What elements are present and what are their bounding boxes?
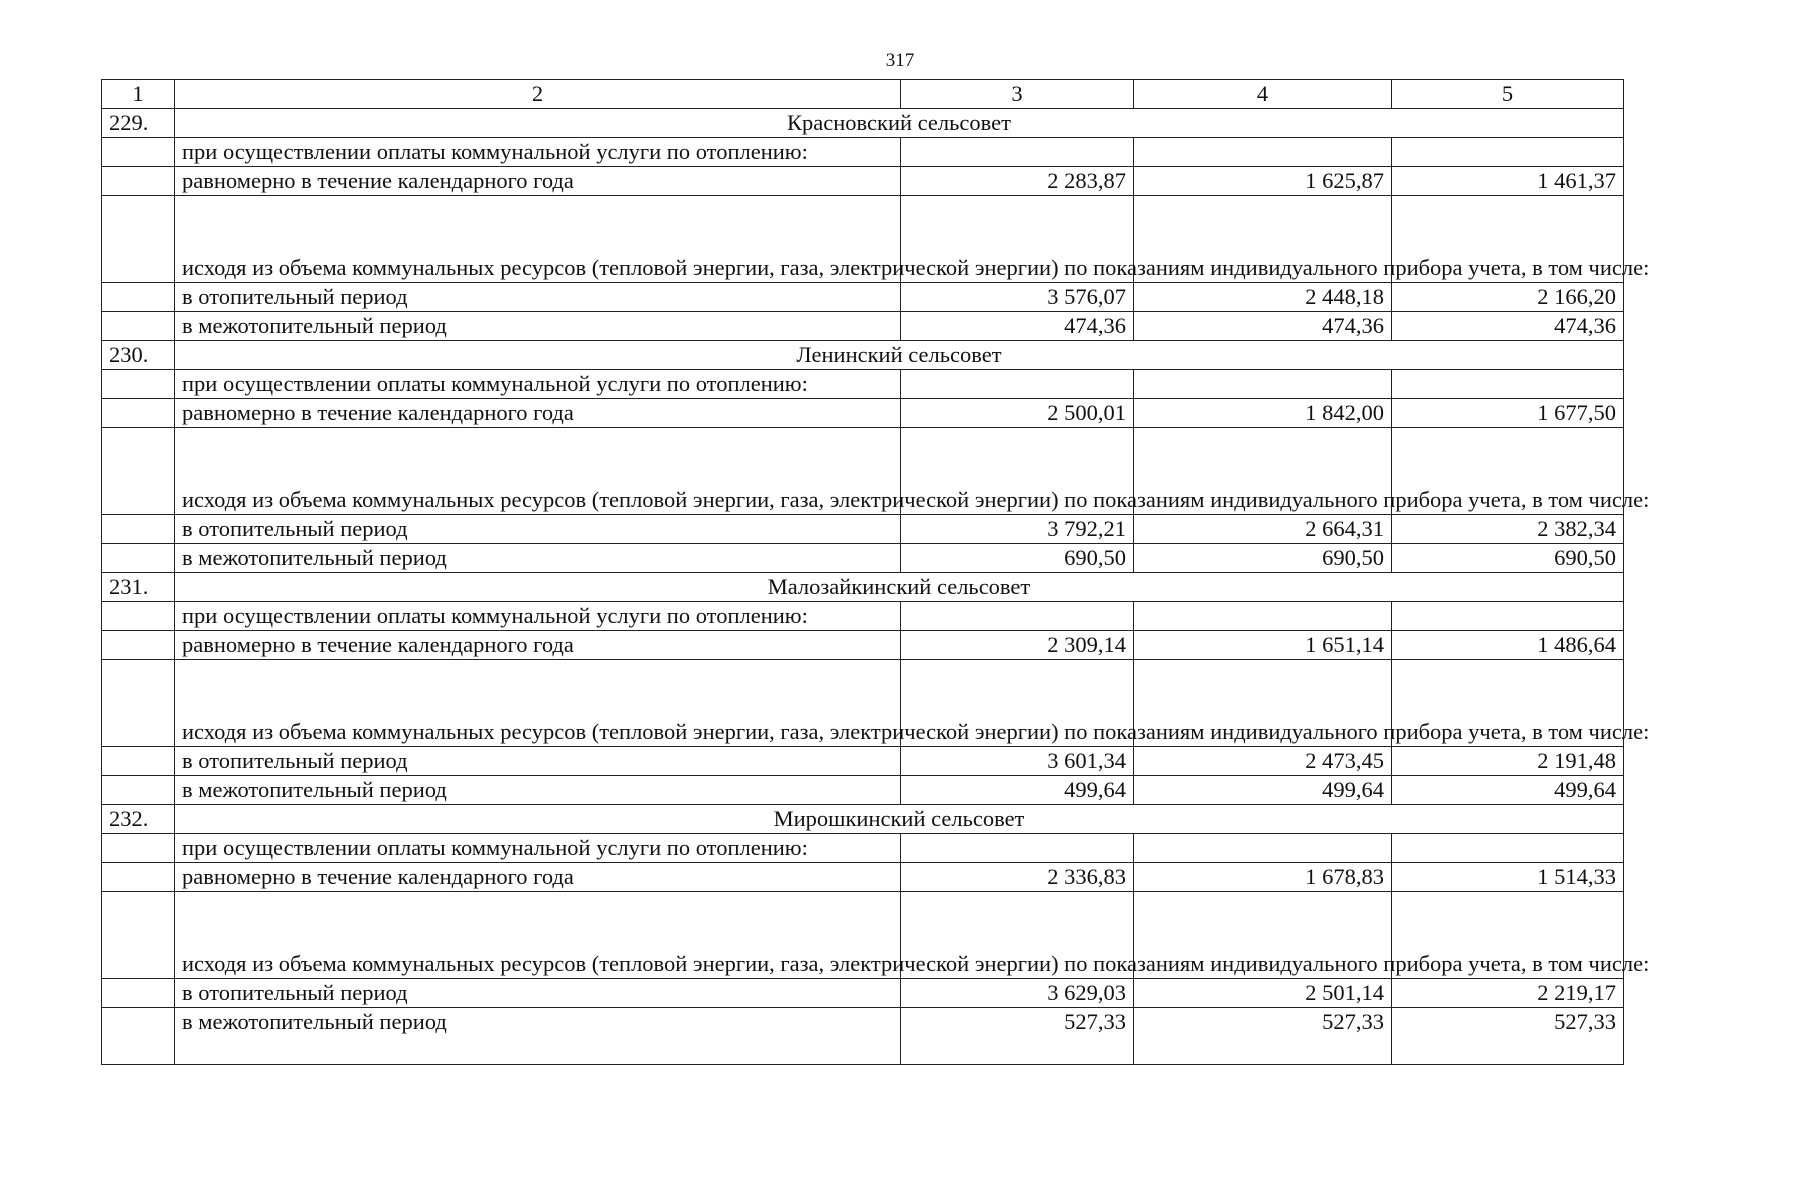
empty-cell xyxy=(1392,834,1624,863)
empty-cell xyxy=(102,312,175,341)
value-col-5: 690,50 xyxy=(1392,544,1624,573)
value-col-3: 527,33 xyxy=(901,1008,1134,1065)
empty-cell xyxy=(1392,602,1624,631)
table-body xyxy=(102,80,1650,1065)
table-row xyxy=(102,370,1624,399)
value-col-3: 2 309,14 xyxy=(901,631,1134,660)
empty-cell xyxy=(901,138,1134,167)
table-row xyxy=(102,167,1624,196)
empty-cell xyxy=(102,399,175,428)
value-col-3: 3 576,07 xyxy=(901,283,1134,312)
row-label: при осуществлении оплаты коммунальной услуги по отоплению: xyxy=(175,138,901,167)
value-col-5: 1 461,37 xyxy=(1392,167,1624,196)
row-label: равномерно в течение календарного года xyxy=(175,167,901,196)
row-label: исходя из объема коммунальных ресурсов (тепловой энергии, газа, электрической энергии) по показаниям индивидуального прибора учета, в том числе: xyxy=(175,892,901,979)
value-col-5: 2 382,34 xyxy=(1392,515,1624,544)
value-col-4: 2 448,18 xyxy=(1134,283,1392,312)
empty-cell xyxy=(1392,370,1624,399)
column-header-4: 4 xyxy=(1134,80,1392,109)
value-col-3: 499,64 xyxy=(901,776,1134,805)
empty-cell xyxy=(102,979,175,1008)
empty-cell xyxy=(102,602,175,631)
value-col-4: 1 651,14 xyxy=(1134,631,1392,660)
row-label: в отопительный период xyxy=(175,515,901,544)
value-col-5: 2 191,48 xyxy=(1392,747,1624,776)
empty-cell xyxy=(102,892,175,979)
value-col-5: 2 219,17 xyxy=(1392,979,1624,1008)
table-row xyxy=(102,428,1624,515)
empty-cell xyxy=(102,747,175,776)
empty-cell xyxy=(102,428,175,515)
table-row xyxy=(102,138,1624,167)
value-col-4: 2 501,14 xyxy=(1134,979,1392,1008)
table-row xyxy=(102,834,1624,863)
value-col-5: 499,64 xyxy=(1392,776,1624,805)
value-col-4: 499,64 xyxy=(1134,776,1392,805)
section-title: Малозайкинский сельсовет xyxy=(175,573,1624,602)
value-col-5: 1 486,64 xyxy=(1392,631,1624,660)
section-number: 232. xyxy=(102,805,175,834)
value-col-4: 527,33 xyxy=(1134,1008,1392,1065)
value-col-4: 1 625,87 xyxy=(1134,167,1392,196)
table-row xyxy=(102,196,1624,283)
empty-cell xyxy=(901,602,1134,631)
value-col-5: 527,33 xyxy=(1392,1008,1624,1065)
row-label: в межотопительный период xyxy=(175,312,901,341)
section-title: Ленинский сельсовет xyxy=(175,341,1624,370)
section-header-row xyxy=(102,805,1624,834)
value-col-3: 3 629,03 xyxy=(901,979,1134,1008)
value-col-3: 2 283,87 xyxy=(901,167,1134,196)
empty-cell xyxy=(1134,138,1392,167)
row-label: исходя из объема коммунальных ресурсов (тепловой энергии, газа, электрической энергии) по показаниям индивидуального прибора учета, в том числе: xyxy=(175,660,901,747)
row-label: равномерно в течение календарного года xyxy=(175,863,901,892)
empty-cell xyxy=(102,631,175,660)
value-col-3: 2 336,83 xyxy=(901,863,1134,892)
value-col-3: 3 601,34 xyxy=(901,747,1134,776)
empty-cell xyxy=(102,283,175,312)
empty-cell xyxy=(102,196,175,283)
empty-cell xyxy=(102,863,175,892)
column-header-1: 1 xyxy=(102,80,175,109)
value-col-3: 3 792,21 xyxy=(901,515,1134,544)
column-header-2: 2 xyxy=(175,80,901,109)
column-header-5: 5 xyxy=(1392,80,1624,109)
empty-cell xyxy=(102,834,175,863)
row-label: в отопительный период xyxy=(175,283,901,312)
value-col-5: 2 166,20 xyxy=(1392,283,1624,312)
table-row xyxy=(102,544,1624,573)
empty-cell xyxy=(1134,602,1392,631)
table-row xyxy=(102,399,1624,428)
table-row xyxy=(102,631,1624,660)
table-row xyxy=(102,602,1624,631)
empty-cell xyxy=(102,370,175,399)
row-label: в отопительный период xyxy=(175,979,901,1008)
value-col-4: 1 842,00 xyxy=(1134,399,1392,428)
value-col-3: 690,50 xyxy=(901,544,1134,573)
tariff-table xyxy=(101,79,1650,1065)
row-label: в межотопительный период xyxy=(175,1008,901,1065)
table-row xyxy=(102,515,1624,544)
value-col-3: 474,36 xyxy=(901,312,1134,341)
table-row xyxy=(102,892,1624,979)
table-row xyxy=(102,863,1624,892)
empty-cell xyxy=(1134,370,1392,399)
section-header-row xyxy=(102,573,1624,602)
row-label: при осуществлении оплаты коммунальной услуги по отоплению: xyxy=(175,602,901,631)
section-number: 229. xyxy=(102,109,175,138)
section-number: 231. xyxy=(102,573,175,602)
column-header-3: 3 xyxy=(901,80,1134,109)
value-col-5: 474,36 xyxy=(1392,312,1624,341)
empty-cell xyxy=(102,1008,175,1065)
table-row xyxy=(102,1008,1624,1065)
empty-cell xyxy=(102,515,175,544)
value-col-4: 474,36 xyxy=(1134,312,1392,341)
row-label: равномерно в течение календарного года xyxy=(175,631,901,660)
row-label: равномерно в течение календарного года xyxy=(175,399,901,428)
empty-cell xyxy=(901,834,1134,863)
row-label: в межотопительный период xyxy=(175,776,901,805)
section-header-row xyxy=(102,109,1624,138)
table-row xyxy=(102,660,1624,747)
row-label: исходя из объема коммунальных ресурсов (тепловой энергии, газа, электрической энергии) по показаниям индивидуального прибора учета, в том числе: xyxy=(175,196,901,283)
value-col-4: 1 678,83 xyxy=(1134,863,1392,892)
empty-cell xyxy=(102,544,175,573)
section-number: 230. xyxy=(102,341,175,370)
table-row xyxy=(102,776,1624,805)
row-label: при осуществлении оплаты коммунальной услуги по отоплению: xyxy=(175,834,901,863)
table-row xyxy=(102,979,1624,1008)
row-label: при осуществлении оплаты коммунальной услуги по отоплению: xyxy=(175,370,901,399)
column-number-row xyxy=(102,80,1624,109)
page-number: 317 xyxy=(885,50,915,71)
value-col-3: 2 500,01 xyxy=(901,399,1134,428)
empty-cell xyxy=(102,167,175,196)
empty-cell xyxy=(1134,834,1392,863)
value-col-4: 2 473,45 xyxy=(1134,747,1392,776)
empty-cell xyxy=(102,660,175,747)
row-label: исходя из объема коммунальных ресурсов (тепловой энергии, газа, электрической энергии) по показаниям индивидуального прибора учета, в том числе: xyxy=(175,428,901,515)
section-header-row xyxy=(102,341,1624,370)
table-row xyxy=(102,747,1624,776)
empty-cell xyxy=(1392,138,1624,167)
value-col-4: 2 664,31 xyxy=(1134,515,1392,544)
value-col-4: 690,50 xyxy=(1134,544,1392,573)
section-title: Мирошкинский сельсовет xyxy=(175,805,1624,834)
row-label: в межотопительный период xyxy=(175,544,901,573)
value-col-5: 1 677,50 xyxy=(1392,399,1624,428)
value-col-5: 1 514,33 xyxy=(1392,863,1624,892)
table-row xyxy=(102,312,1624,341)
empty-cell xyxy=(102,138,175,167)
row-label: в отопительный период xyxy=(175,747,901,776)
empty-cell xyxy=(102,776,175,805)
section-title: Красновский сельсовет xyxy=(175,109,1624,138)
table-row xyxy=(102,283,1624,312)
empty-cell xyxy=(901,370,1134,399)
